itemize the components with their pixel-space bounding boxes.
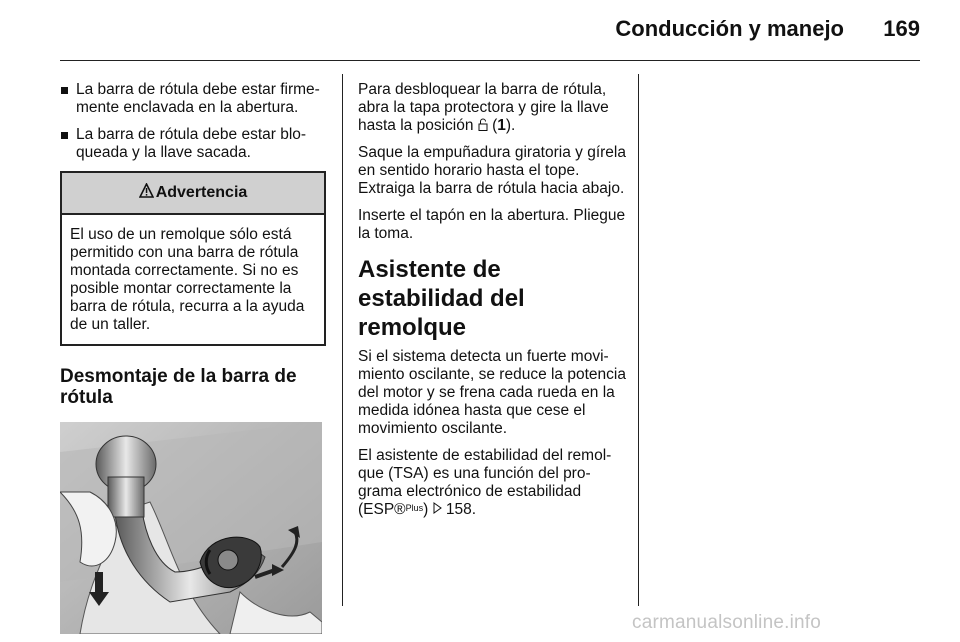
paragraph-handle: Saque la empuñadura giratoria y gírela en sentido horario hasta el tope. Extraiga la barra de rótula hacia abajo. [358,144,626,197]
middle-column [358,81,626,528]
warning-body: El uso de un remolque sólo está permitido con una barra de rótula montada correctamente. Si no es posible montar correctamente la barra de rótula, recurra a la ayuda de un taller. [70,226,305,333]
page-reference-arrow-icon [433,501,442,519]
section-subheading: Desmontaje de la barra de rótula [60,366,297,408]
superscript-plus: Plus [405,503,424,513]
bullet-square-icon [61,87,68,94]
warning-icon [139,183,154,203]
watermark: carmanualsonline.info [632,612,822,633]
header-title: Conducción y manejo [615,16,844,41]
warning-box [60,171,326,346]
bullet-text: La barra de rótula debe estar bloqueada y la llave sacada. [76,126,307,161]
warning-header [62,173,324,215]
tow-bar-illustration-svg [60,422,322,634]
tow-bar-removal-illustration [60,422,322,634]
column-divider-right [638,74,639,606]
paragraph-text: El asistente de estabilidad del remolque (TSA) es una función del programa electrónico de estabilidad (ESP® [358,447,612,518]
page-reference[interactable]: 158. [445,501,477,518]
bullet-item [60,81,326,117]
paragraph-oscillation: Si el sistema detecta un fuerte movimiento oscilante, se reduce la potencia del motor y se frena cada rueda en la medida idónea hasta que cese el movimiento oscilante. [358,348,626,437]
page-number: 169 [883,16,920,41]
unlock-icon [478,118,488,131]
column-divider-left [342,74,343,606]
left-column [60,81,326,634]
paragraph-unlock [358,81,626,135]
bullet-square-icon [61,132,68,139]
paragraph-text: ). [505,117,516,134]
header-rule [60,60,920,61]
section-heading: Asistente de estabilidad del remolque [358,256,525,341]
paragraph-text: ) [423,501,433,518]
bullet-item [60,126,326,162]
paragraph-text: Para desbloquear la barra de rótula, abra la tapa protectora y gire la llave hasta la posición [358,81,609,134]
paragraph-plug: Inserte el tapón en la abertura. Pliegue la toma. [358,207,626,242]
warning-title: Advertencia [155,184,248,201]
paragraph-tsa [358,447,626,519]
paragraph-text: ( [487,117,498,134]
position-number: 1 [497,117,506,134]
bullet-text: La barra de rótula debe estar firmemente enclavada en la abertura. [76,81,320,116]
